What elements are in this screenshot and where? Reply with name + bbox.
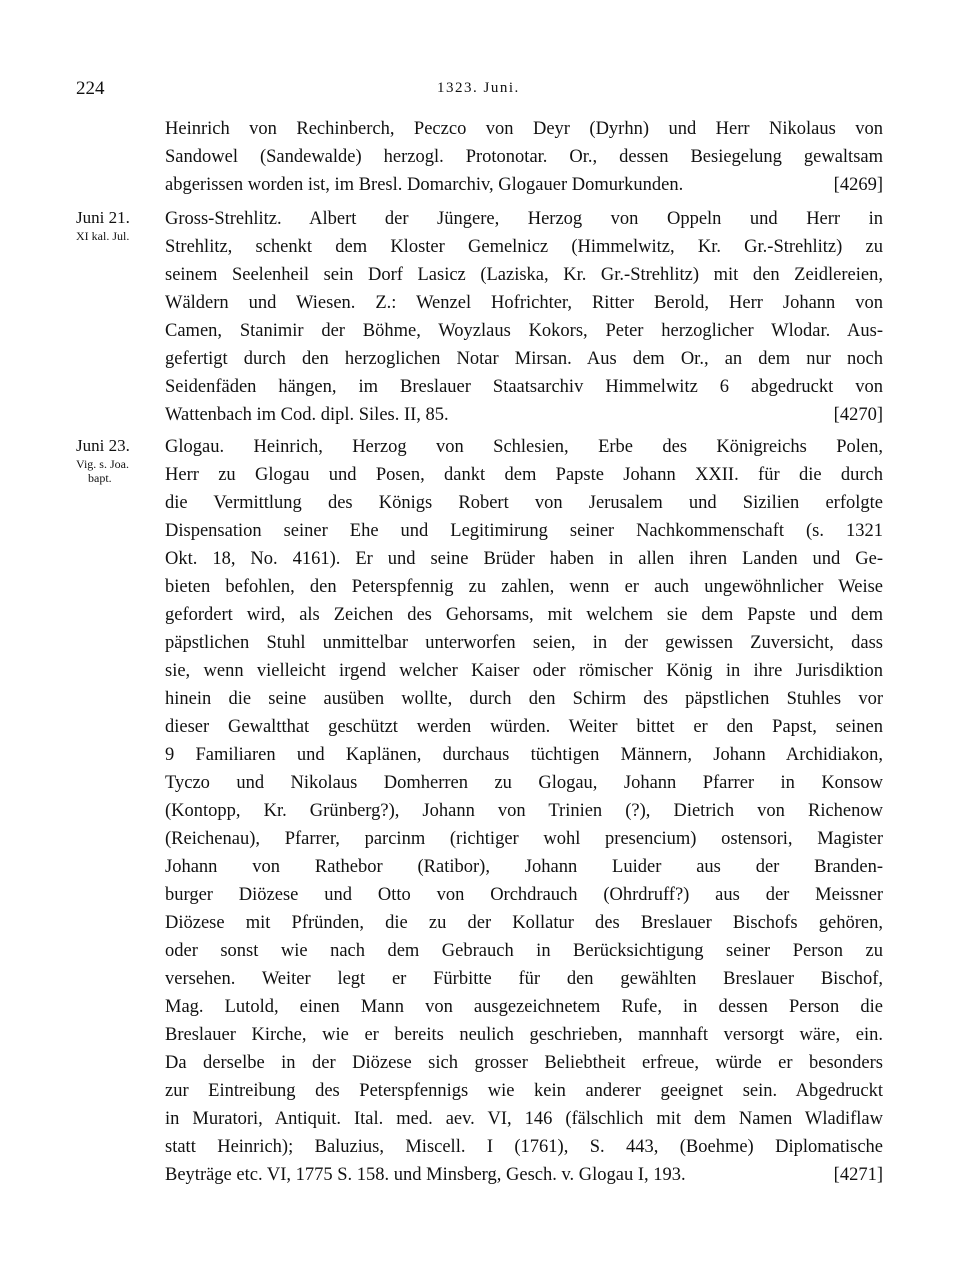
text-line: Da derselbe in der Diözese sich grosser Beliebtheit erfreue, würde er besonders — [165, 1053, 883, 1073]
text-line: bieten befohlen, den Peterspfennig zu zahlen, wenn er auch ungewöhnlicher Weise — [165, 577, 883, 597]
text-line: versehen. Weiter legt er Fürbitte für den gewählten Breslauer Bischof, — [165, 969, 883, 989]
text-line: oder sonst wie nach dem Gebrauch in Berücksichtigung seiner Person zu — [165, 941, 883, 961]
text-line: Sandowel (Sandewalde) herzogl. Protonotar. Or., dessen Besiegelung gewaltsam — [165, 147, 883, 167]
text-line: statt Heinrich); Baluzius, Miscell. I (1761), S. 443, (Boehme) Diplomatische — [165, 1137, 883, 1157]
date-roman: XI kal. Jul. — [76, 229, 130, 243]
text-line: seinem Seelenheil sein Dorf Lasicz (Laziska, Kr. Gr.-Strehlitz) mit den Zeidlereien, — [165, 265, 883, 285]
text-line: (Kontopp, Kr. Grünberg?), Johann von Trinien (?), Dietrich von Richenow — [165, 801, 883, 821]
margin-date — [76, 436, 162, 485]
entry-number: [4271] — [833, 1165, 883, 1185]
text-line — [165, 401, 883, 429]
text-line: Dispensation seiner Ehe und Legitimirung seiner Nachkommenschaft (s. 1321 — [165, 521, 883, 541]
margin-date — [76, 208, 162, 243]
text-line: päpstlichen Stuhl unmittelbar unterworfen seien, in der gewissen Zuversicht, dass — [165, 633, 883, 653]
text-line: gefertigt durch den herzoglichen Notar Mirsan. Aus dem Or., an dem nur noch — [165, 349, 883, 369]
entry-number: [4270] — [833, 405, 883, 425]
text-line — [165, 171, 883, 199]
text-line: (Reichenau), Pfarrer, parcinm (richtiger wohl presencium) ostensori, Magister — [165, 829, 883, 849]
text-line: Breslauer Kirche, wie er bereits neulich geschrieben, mannhaft versorgt wäre, ein. — [165, 1025, 883, 1045]
text-line: Johann von Rathebor (Ratibor), Johann Luider aus der Branden- — [165, 857, 883, 877]
text-line: Strehlitz, schenkt dem Kloster Gemelnicz (Himmelwitz, Kr. Gr.-Strehlitz) zu — [165, 237, 883, 257]
text-line: Diözese mit Pfründen, die zu der Kollatur des Breslauer Bischofs gehören, — [165, 913, 883, 933]
text-line: dieser Gewaltthat geschützt werden würden. Weiter bittet er den Papst, seinen — [165, 717, 883, 737]
text-line: hinein die seine ausüben wollte, durch den Schirm des päpstlichen Stuhles vor — [165, 689, 883, 709]
text-line: die Vermittlung des Königs Robert von Jerusalem und Sizilien erfolgte — [165, 493, 883, 513]
text-line: Okt. 18, No. 4161). Er und seine Brüder haben in allen ihren Landen und Ge- — [165, 549, 883, 569]
running-head: 1323. Juni. — [437, 80, 520, 96]
date-roman: Vig. s. Joa. — [76, 457, 129, 471]
text-line: Wäldern und Wiesen. Z.: Wenzel Hofrichter, Ritter Berold, Herr Johann von — [165, 293, 883, 313]
text-line-content: abgerissen worden ist, im Bresl. Domarchiv, Glogauer Domurkunden. — [165, 175, 684, 195]
text-line: 9 Familiaren und Kaplänen, durchaus tüchtigen Männern, Johann Archidiakon, — [165, 745, 883, 765]
text-line: Seidenfäden hängen, im Breslauer Staatsarchiv Himmelwitz 6 abgedruckt von — [165, 377, 883, 397]
text-line-content: Beyträge etc. VI, 1775 S. 158. und Minsberg, Gesch. v. Glogau I, 193. — [165, 1165, 686, 1185]
text-line: Herr zu Glogau und Posen, dankt dem Papste Johann XXII. für die durch — [165, 465, 883, 485]
text-line — [165, 1161, 883, 1189]
page-number: 224 — [76, 78, 105, 99]
entry-number: [4269] — [833, 175, 883, 195]
text-line: Camen, Stanimir der Böhme, Woyzlaus Kokors, Peter herzoglicher Wlodar. Aus- — [165, 321, 883, 341]
text-line: in Muratori, Antiquit. Ital. med. aev. VI, 146 (fälschlich mit dem Namen Wladiflaw — [165, 1109, 883, 1129]
text-line: Mag. Lutold, einen Mann von ausgezeichnetem Rufe, in dessen Person die — [165, 997, 883, 1017]
date-label: Juni 21. — [76, 208, 130, 227]
text-line: Gross-Strehlitz. Albert der Jüngere, Herzog von Oppeln und Herr in — [165, 209, 883, 229]
text-line: gefordert wird, als Zeichen des Gehorsams, mit welchem sie dem Papste und dem — [165, 605, 883, 625]
text-line: Tyczo und Nikolaus Domherren zu Glogau, Johann Pfarrer in Konsow — [165, 773, 883, 793]
text-line-content: Wattenbach im Cod. dipl. Siles. II, 85. — [165, 405, 449, 425]
page-header — [0, 78, 960, 102]
text-line: zur Eintreibung des Peterspfennigs wie kein anderer geeignet sein. Abgedruckt — [165, 1081, 883, 1101]
text-line: Heinrich von Rechinberch, Peczco von Deyr (Dyrhn) und Herr Nikolaus von — [165, 119, 883, 139]
text-line: Glogau. Heinrich, Herzog von Schlesien, Erbe des Königreichs Polen, — [165, 437, 883, 457]
date-label: Juni 23. — [76, 436, 130, 455]
text-line: sie, wenn vielleicht irgend welcher Kaiser oder römischer König in ihre Jurisdiktion — [165, 661, 883, 681]
date-extra: bapt. — [88, 471, 112, 485]
text-line: burger Diözese und Otto von Orchdrauch (Ohrdruff?) aus der Meissner — [165, 885, 883, 905]
